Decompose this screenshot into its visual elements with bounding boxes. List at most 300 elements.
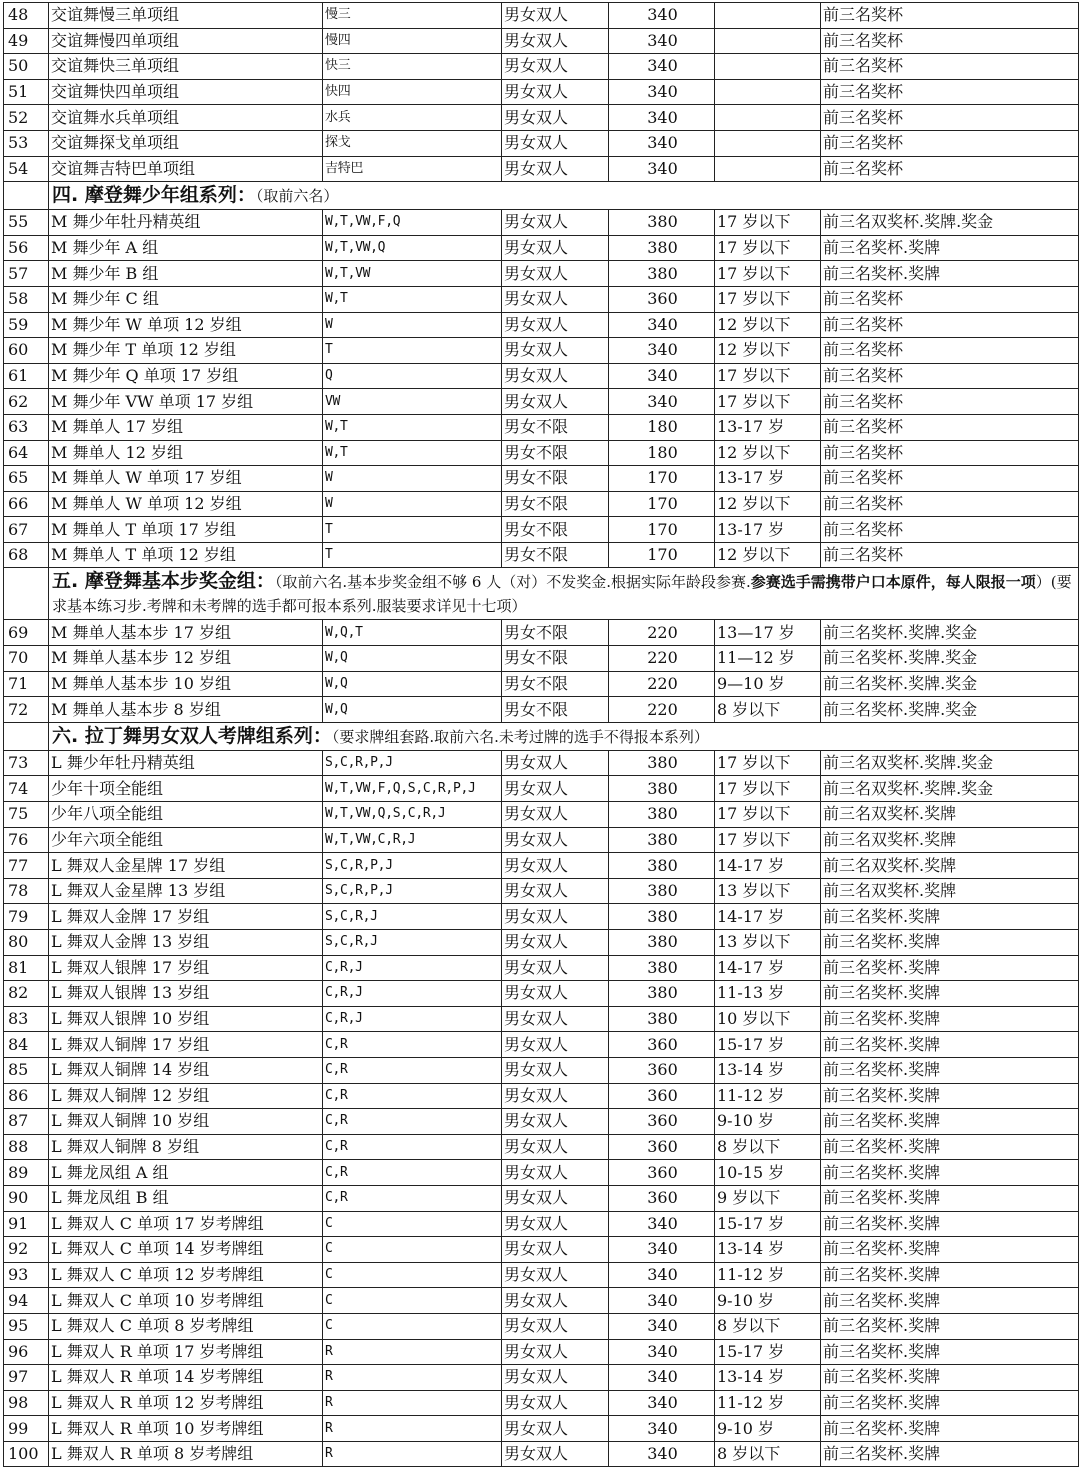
row-number: 63 — [4, 414, 49, 440]
dance-list: W,Q — [323, 646, 502, 672]
age-range: 8 岁以下 — [715, 697, 821, 723]
age-range: 17 岁以下 — [715, 750, 821, 776]
age-range: 9—10 岁 — [715, 671, 821, 697]
age-range — [715, 28, 821, 54]
event-name: L 舞双人 R 单项 10 岁考牌组 — [49, 1416, 323, 1442]
dance-list: W,Q,T — [323, 620, 502, 646]
age-range: 13-14 岁 — [715, 1365, 821, 1391]
participant-type: 男女双人 — [502, 802, 609, 828]
age-range: 13 岁以下 — [715, 930, 821, 956]
table-row — [4, 1441, 1079, 1467]
age-range: 17 岁以下 — [715, 286, 821, 312]
age-range: 12 岁以下 — [715, 440, 821, 466]
entry-fee: 360 — [609, 1109, 715, 1135]
prize: 前三名奖杯.奖牌 — [821, 981, 1079, 1007]
age-range: 12 岁以下 — [715, 491, 821, 517]
dance-list: W,T,VW,C,R,J — [323, 827, 502, 853]
dance-list: C — [323, 1237, 502, 1263]
prize: 前三名奖杯.奖牌 — [821, 1288, 1079, 1314]
participant-type: 男女双人 — [502, 1237, 609, 1263]
prize: 前三名奖杯 — [821, 542, 1079, 568]
entry-fee: 220 — [609, 646, 715, 672]
dance-list: C,R — [323, 1134, 502, 1160]
dance-list: 快三 — [323, 54, 502, 80]
prize: 前三名奖杯 — [821, 466, 1079, 492]
table-row — [4, 827, 1079, 853]
age-range: 11-12 岁 — [715, 1262, 821, 1288]
row-number: 66 — [4, 491, 49, 517]
table-row — [4, 646, 1079, 672]
age-range: 17 岁以下 — [715, 827, 821, 853]
section-blank-cell — [4, 722, 49, 750]
entry-fee: 340 — [609, 1416, 715, 1442]
section-title: 六. 拉丁舞男女双人考牌组系列： — [52, 724, 332, 747]
entry-fee: 340 — [609, 1288, 715, 1314]
table-row — [4, 1032, 1079, 1058]
table-row — [4, 1211, 1079, 1237]
table-row — [4, 286, 1079, 312]
dance-list: 慢三 — [323, 3, 502, 29]
prize: 前三名奖杯 — [821, 156, 1079, 182]
row-number: 79 — [4, 904, 49, 930]
participant-type: 男女不限 — [502, 646, 609, 672]
row-number: 54 — [4, 156, 49, 182]
event-name: M 舞单人 T 单项 12 岁组 — [49, 542, 323, 568]
participant-type: 男女双人 — [502, 1262, 609, 1288]
row-number: 88 — [4, 1134, 49, 1160]
prize: 前三名奖杯.奖牌 — [821, 1032, 1079, 1058]
age-range: 8 岁以下 — [715, 1134, 821, 1160]
table-row — [4, 671, 1079, 697]
prize: 前三名奖杯.奖牌 — [821, 1057, 1079, 1083]
row-number: 70 — [4, 646, 49, 672]
dance-list: 吉特巴 — [323, 156, 502, 182]
participant-type: 男女双人 — [502, 878, 609, 904]
prize: 前三名奖杯 — [821, 130, 1079, 156]
row-number: 68 — [4, 542, 49, 568]
dance-list: C,R — [323, 1083, 502, 1109]
event-name: L 舞双人金星牌 17 岁组 — [49, 853, 323, 879]
participant-type: 男女双人 — [502, 363, 609, 389]
entry-fee: 180 — [609, 440, 715, 466]
event-name: M 舞单人 17 岁组 — [49, 414, 323, 440]
table-row — [4, 1083, 1079, 1109]
age-range: 12 岁以下 — [715, 338, 821, 364]
table-row — [4, 414, 1079, 440]
participant-type: 男女双人 — [502, 156, 609, 182]
prize: 前三名奖杯.奖牌 — [821, 1211, 1079, 1237]
prize: 前三名奖杯.奖牌 — [821, 1083, 1079, 1109]
entry-fee: 380 — [609, 235, 715, 261]
row-number: 56 — [4, 235, 49, 261]
age-range: 9-10 岁 — [715, 1416, 821, 1442]
row-number: 86 — [4, 1083, 49, 1109]
event-name: 少年八项全能组 — [49, 802, 323, 828]
age-range — [715, 156, 821, 182]
participant-type: 男女不限 — [502, 414, 609, 440]
age-range: 13-17 岁 — [715, 517, 821, 543]
event-name: M 舞少年 B 组 — [49, 261, 323, 287]
event-name: L 舞双人金牌 17 岁组 — [49, 904, 323, 930]
row-number: 91 — [4, 1211, 49, 1237]
event-name: 少年六项全能组 — [49, 827, 323, 853]
section-title-cell — [49, 568, 1079, 620]
prize: 前三名奖杯 — [821, 491, 1079, 517]
event-name: L 舞双人 C 单项 12 岁考牌组 — [49, 1262, 323, 1288]
dance-list: S,C,R,J — [323, 904, 502, 930]
entry-fee: 340 — [609, 1365, 715, 1391]
table-row — [4, 79, 1079, 105]
entry-fee: 340 — [609, 338, 715, 364]
event-name: L 舞少年牡丹精英组 — [49, 750, 323, 776]
event-name: L 舞双人铜牌 12 岁组 — [49, 1083, 323, 1109]
prize: 前三名奖杯.奖牌 — [821, 1109, 1079, 1135]
entry-fee: 380 — [609, 210, 715, 236]
row-number: 95 — [4, 1313, 49, 1339]
entry-fee: 380 — [609, 802, 715, 828]
age-range: 11-13 岁 — [715, 981, 821, 1007]
dance-list: C — [323, 1288, 502, 1314]
entry-fee: 340 — [609, 54, 715, 80]
event-name: L 舞双人 C 单项 10 岁考牌组 — [49, 1288, 323, 1314]
prize: 前三名奖杯 — [821, 286, 1079, 312]
dance-list: R — [323, 1339, 502, 1365]
prize: 前三名双奖杯.奖牌 — [821, 853, 1079, 879]
table-row — [4, 1160, 1079, 1186]
prize: 前三名奖杯.奖牌 — [821, 235, 1079, 261]
participant-type: 男女双人 — [502, 286, 609, 312]
prize: 前三名奖杯 — [821, 312, 1079, 338]
section-blank-cell — [4, 182, 49, 210]
table-row — [4, 1185, 1079, 1211]
dance-list: W,T — [323, 286, 502, 312]
dance-list: W — [323, 312, 502, 338]
prize: 前三名奖杯 — [821, 414, 1079, 440]
entry-fee: 380 — [609, 981, 715, 1007]
entry-fee: 360 — [609, 286, 715, 312]
prize: 前三名奖杯.奖牌 — [821, 1416, 1079, 1442]
participant-type: 男女双人 — [502, 54, 609, 80]
entry-fee: 360 — [609, 1185, 715, 1211]
participant-type: 男女双人 — [502, 105, 609, 131]
dance-list: 快四 — [323, 79, 502, 105]
dance-list: W — [323, 491, 502, 517]
section-blank-cell — [4, 568, 49, 620]
dance-list: C,R,J — [323, 955, 502, 981]
age-range — [715, 130, 821, 156]
prize: 前三名奖杯.奖牌 — [821, 1237, 1079, 1263]
table-row — [4, 1057, 1079, 1083]
dance-list: T — [323, 542, 502, 568]
row-number: 75 — [4, 802, 49, 828]
participant-type: 男女双人 — [502, 1211, 609, 1237]
entry-fee: 340 — [609, 1237, 715, 1263]
prize: 前三名奖杯 — [821, 105, 1079, 131]
row-number: 96 — [4, 1339, 49, 1365]
participant-type: 男女双人 — [502, 1032, 609, 1058]
participant-type: 男女双人 — [502, 1160, 609, 1186]
table-row — [4, 312, 1079, 338]
table-row — [4, 491, 1079, 517]
row-number: 61 — [4, 363, 49, 389]
row-number: 52 — [4, 105, 49, 131]
event-name: 交谊舞快四单项组 — [49, 79, 323, 105]
age-range — [715, 3, 821, 29]
row-number: 64 — [4, 440, 49, 466]
section-note-2: ）(要求基本练习步.考牌和未考牌的选手都可报本系列.服装要求详见十七项） — [52, 573, 1072, 616]
participant-type: 男女双人 — [502, 1185, 609, 1211]
prize: 前三名奖杯 — [821, 338, 1079, 364]
dance-list: W,T,VW — [323, 261, 502, 287]
row-number: 65 — [4, 466, 49, 492]
participant-type: 男女双人 — [502, 261, 609, 287]
entry-fee: 340 — [609, 156, 715, 182]
table-row — [4, 697, 1079, 723]
age-range: 9 岁以下 — [715, 1185, 821, 1211]
table-row — [4, 1262, 1079, 1288]
prize: 前三名奖杯.奖牌.奖金 — [821, 671, 1079, 697]
table-row — [4, 955, 1079, 981]
table-row — [4, 130, 1079, 156]
age-range — [715, 54, 821, 80]
table-row — [4, 1109, 1079, 1135]
age-range — [715, 105, 821, 131]
participant-type: 男女双人 — [502, 1083, 609, 1109]
dance-list: C,R — [323, 1185, 502, 1211]
prize: 前三名奖杯.奖牌.奖金 — [821, 646, 1079, 672]
age-range: 14-17 岁 — [715, 955, 821, 981]
event-name: L 舞双人铜牌 14 岁组 — [49, 1057, 323, 1083]
prize: 前三名奖杯.奖牌 — [821, 261, 1079, 287]
row-number: 71 — [4, 671, 49, 697]
row-number: 87 — [4, 1109, 49, 1135]
table-row — [4, 904, 1079, 930]
row-number: 99 — [4, 1416, 49, 1442]
age-range: 15-17 岁 — [715, 1339, 821, 1365]
entry-fee: 380 — [609, 261, 715, 287]
table-row — [4, 210, 1079, 236]
dance-list: C — [323, 1262, 502, 1288]
event-name: L 舞双人 R 单项 8 岁考牌组 — [49, 1441, 323, 1467]
entry-fee: 340 — [609, 1211, 715, 1237]
row-number: 92 — [4, 1237, 49, 1263]
row-number: 84 — [4, 1032, 49, 1058]
age-range: 13-17 岁 — [715, 466, 821, 492]
dance-list: T — [323, 338, 502, 364]
entry-fee: 340 — [609, 105, 715, 131]
row-number: 97 — [4, 1365, 49, 1391]
section-title: 四. 摩登舞少年组系列： — [52, 184, 256, 207]
row-number: 100 — [4, 1441, 49, 1467]
prize: 前三名奖杯 — [821, 79, 1079, 105]
prize: 前三名奖杯.奖牌 — [821, 1313, 1079, 1339]
event-name: L 舞双人银牌 13 岁组 — [49, 981, 323, 1007]
prize: 前三名奖杯 — [821, 54, 1079, 80]
row-number: 72 — [4, 697, 49, 723]
dance-list: C,R — [323, 1109, 502, 1135]
event-name: L 舞双人金星牌 13 岁组 — [49, 878, 323, 904]
row-number: 51 — [4, 79, 49, 105]
age-range: 13-14 岁 — [715, 1237, 821, 1263]
prize: 前三名奖杯.奖牌 — [821, 1185, 1079, 1211]
event-name: L 舞龙凤组 B 组 — [49, 1185, 323, 1211]
age-range: 11-12 岁 — [715, 1083, 821, 1109]
event-name: 交谊舞慢四单项组 — [49, 28, 323, 54]
prize: 前三名奖杯.奖牌 — [821, 955, 1079, 981]
age-range: 17 岁以下 — [715, 802, 821, 828]
prize: 前三名双奖杯.奖牌 — [821, 802, 1079, 828]
age-range: 13—17 岁 — [715, 620, 821, 646]
entry-fee: 220 — [609, 620, 715, 646]
entry-fee: 340 — [609, 1313, 715, 1339]
participant-type: 男女双人 — [502, 235, 609, 261]
dance-list: C,R,J — [323, 981, 502, 1007]
event-name: M 舞少年 C 组 — [49, 286, 323, 312]
entry-fee: 220 — [609, 671, 715, 697]
dance-list: C,R,J — [323, 1006, 502, 1032]
entry-fee: 340 — [609, 312, 715, 338]
dance-list: W,T,VW,F,Q,S,C,R,P,J — [323, 776, 502, 802]
age-range: 15-17 岁 — [715, 1211, 821, 1237]
row-number: 49 — [4, 28, 49, 54]
event-name: M 舞单人 T 单项 17 岁组 — [49, 517, 323, 543]
event-name: M 舞单人基本步 12 岁组 — [49, 646, 323, 672]
event-name: L 舞双人 C 单项 14 岁考牌组 — [49, 1237, 323, 1263]
prize: 前三名奖杯 — [821, 517, 1079, 543]
dance-list: W — [323, 466, 502, 492]
entry-fee: 380 — [609, 853, 715, 879]
table-row — [4, 105, 1079, 131]
entry-fee: 340 — [609, 28, 715, 54]
entry-fee: 380 — [609, 776, 715, 802]
row-number: 50 — [4, 54, 49, 80]
participant-type: 男女双人 — [502, 1390, 609, 1416]
prize: 前三名奖杯.奖牌 — [821, 1134, 1079, 1160]
participant-type: 男女不限 — [502, 466, 609, 492]
event-name: M 舞少年 T 单项 12 岁组 — [49, 338, 323, 364]
table-row — [4, 1365, 1079, 1391]
dance-list: C — [323, 1211, 502, 1237]
participant-type: 男女双人 — [502, 3, 609, 29]
age-range: 12 岁以下 — [715, 312, 821, 338]
section-note: （取前六名.基本步奖金组不够 6 人（对）不发奖金.根据实际年龄段参赛. — [274, 573, 751, 592]
section-header — [4, 182, 1079, 210]
age-range: 17 岁以下 — [715, 261, 821, 287]
table-row — [4, 981, 1079, 1007]
row-number: 83 — [4, 1006, 49, 1032]
event-name: 交谊舞水兵单项组 — [49, 105, 323, 131]
table-row — [4, 235, 1079, 261]
participant-type: 男女不限 — [502, 517, 609, 543]
entry-fee: 360 — [609, 1083, 715, 1109]
age-range: 13 岁以下 — [715, 878, 821, 904]
row-number: 93 — [4, 1262, 49, 1288]
table-row — [4, 363, 1079, 389]
section-title-cell — [49, 722, 1079, 750]
prize: 前三名奖杯.奖牌 — [821, 930, 1079, 956]
participant-type: 男女双人 — [502, 1441, 609, 1467]
dance-list: C,R — [323, 1057, 502, 1083]
prize: 前三名奖杯.奖牌 — [821, 904, 1079, 930]
section-header — [4, 722, 1079, 750]
participant-type: 男女双人 — [502, 904, 609, 930]
participant-type: 男女双人 — [502, 210, 609, 236]
event-name: M 舞少年 Q 单项 17 岁组 — [49, 363, 323, 389]
dance-list: C,R — [323, 1032, 502, 1058]
event-name: L 舞双人银牌 17 岁组 — [49, 955, 323, 981]
participant-type: 男女双人 — [502, 1109, 609, 1135]
participant-type: 男女双人 — [502, 981, 609, 1007]
participant-type: 男女双人 — [502, 1416, 609, 1442]
participant-type: 男女双人 — [502, 338, 609, 364]
age-range: 8 岁以下 — [715, 1441, 821, 1467]
row-number: 90 — [4, 1185, 49, 1211]
age-range: 17 岁以下 — [715, 235, 821, 261]
event-name: M 舞少年 VW 单项 17 岁组 — [49, 389, 323, 415]
age-range: 10 岁以下 — [715, 1006, 821, 1032]
age-range: 13-17 岁 — [715, 414, 821, 440]
row-number: 89 — [4, 1160, 49, 1186]
event-name: 少年十项全能组 — [49, 776, 323, 802]
entry-fee: 340 — [609, 389, 715, 415]
entry-fee: 170 — [609, 491, 715, 517]
table-row — [4, 261, 1079, 287]
participant-type: 男女双人 — [502, 930, 609, 956]
dance-list: S,C,R,P,J — [323, 853, 502, 879]
participant-type: 男女双人 — [502, 776, 609, 802]
age-range: 15-17 岁 — [715, 1032, 821, 1058]
row-number: 48 — [4, 3, 49, 29]
age-range: 11—12 岁 — [715, 646, 821, 672]
event-name: L 舞双人银牌 10 岁组 — [49, 1006, 323, 1032]
participant-type: 男女不限 — [502, 671, 609, 697]
entry-fee: 380 — [609, 930, 715, 956]
entry-fee: 360 — [609, 1032, 715, 1058]
prize: 前三名奖杯.奖牌 — [821, 1441, 1079, 1467]
dance-list: 水兵 — [323, 105, 502, 131]
entry-fee: 380 — [609, 827, 715, 853]
participant-type: 男女双人 — [502, 1288, 609, 1314]
section-header — [4, 568, 1079, 620]
event-name: L 舞双人 R 单项 14 岁考牌组 — [49, 1365, 323, 1391]
participant-type: 男女双人 — [502, 1339, 609, 1365]
age-range: 17 岁以下 — [715, 363, 821, 389]
prize: 前三名双奖杯.奖牌 — [821, 878, 1079, 904]
entry-fee: 340 — [609, 1262, 715, 1288]
event-name: L 舞龙凤组 A 组 — [49, 1160, 323, 1186]
prize: 前三名奖杯 — [821, 440, 1079, 466]
entry-fee: 180 — [609, 414, 715, 440]
row-number: 76 — [4, 827, 49, 853]
dance-list: R — [323, 1441, 502, 1467]
prize: 前三名奖杯.奖牌.奖金 — [821, 620, 1079, 646]
participant-type: 男女不限 — [502, 491, 609, 517]
dance-list: R — [323, 1416, 502, 1442]
dance-list: 慢四 — [323, 28, 502, 54]
row-number: 55 — [4, 210, 49, 236]
section-note: （取前六名） — [255, 187, 339, 206]
prize: 前三名双奖杯.奖牌.奖金 — [821, 776, 1079, 802]
entry-fee: 340 — [609, 3, 715, 29]
prize: 前三名奖杯 — [821, 3, 1079, 29]
table-row — [4, 930, 1079, 956]
participant-type: 男女双人 — [502, 28, 609, 54]
dance-list: S,C,R,P,J — [323, 750, 502, 776]
event-name: M 舞少年牡丹精英组 — [49, 210, 323, 236]
event-name: M 舞单人 W 单项 17 岁组 — [49, 466, 323, 492]
table-row — [4, 389, 1079, 415]
prize: 前三名奖杯.奖牌 — [821, 1160, 1079, 1186]
